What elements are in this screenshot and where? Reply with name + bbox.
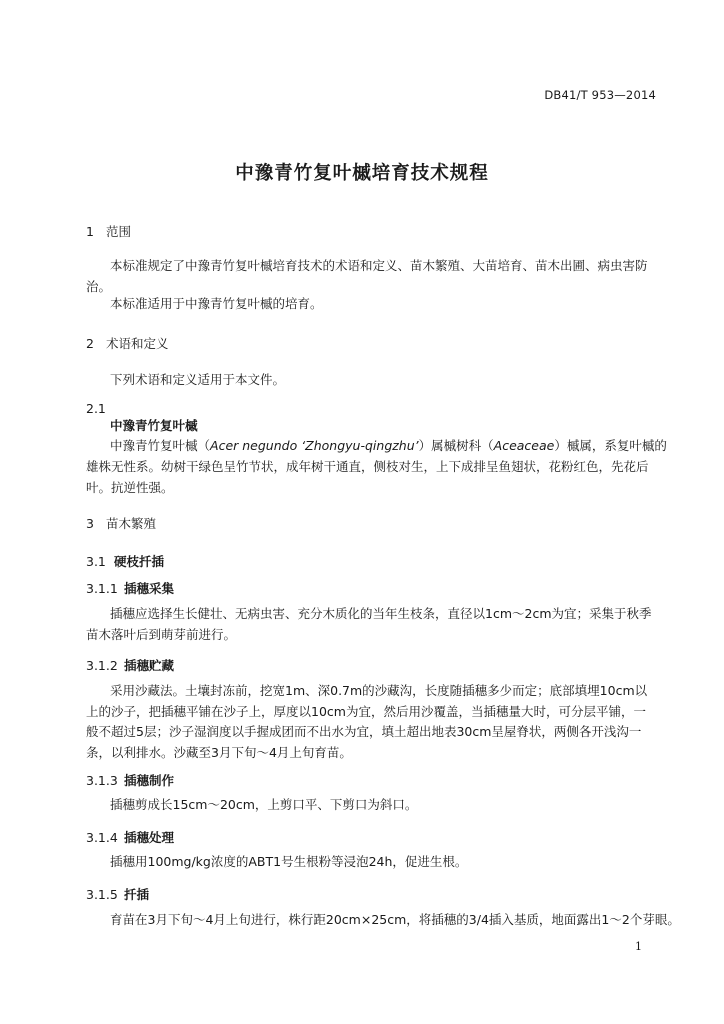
- term-definition-line: 雄株无性系。幼树干绿色呈竹节状，成年树干通直，侧枝对生，上下成排呈鱼翅状，花粉红色，先花后: [86, 459, 649, 474]
- subsection-3-1-1-heading: [86, 579, 174, 597]
- subsection-number: 3.1.4: [86, 830, 118, 845]
- subsection-3-1-heading: [86, 552, 164, 570]
- section-title: 术语和定义: [106, 336, 169, 351]
- subsection-title: 插穗处理: [124, 830, 175, 845]
- latin-name: Acer negundo ‘Zhongyu-qingzhu’: [210, 438, 419, 453]
- page-number: 1: [635, 940, 642, 953]
- definition-text: ）属槭树科（: [418, 438, 494, 453]
- section-title: 苗木繁殖: [106, 516, 157, 531]
- subsection-3-1-3-heading: [86, 771, 174, 789]
- section-number: 1: [86, 224, 94, 239]
- definition-text: 中豫青竹复叶槭（: [110, 438, 211, 453]
- subsection-number: 3.1.3: [86, 773, 118, 788]
- section-2-heading: [86, 334, 169, 352]
- definition-text: ）槭属，系复叶槭的: [554, 438, 667, 453]
- family-name: Aceaceae: [493, 438, 555, 453]
- subsection-number: 3.1.1: [86, 581, 118, 596]
- term-definition-line: [110, 436, 667, 457]
- paragraph: 插穗应选择生长健壮、无病虫害、充分木质化的当年生枝条，直径以1cm～2cm为宜；采集于秋季苗木落叶后到萌芽前进行。: [86, 606, 652, 642]
- subsection-title: 插穗采集: [124, 581, 175, 596]
- subsection-number: 3.1.2: [86, 658, 118, 673]
- section-1-heading: [86, 222, 131, 240]
- subsection-number: 3.1: [86, 554, 106, 569]
- paragraph: 下列术语和定义适用于本文件。: [110, 372, 286, 387]
- standard-code: DB41/T 953—2014: [544, 88, 656, 102]
- subsection-3-1-4-heading: [86, 828, 174, 846]
- paragraph: 本标准规定了中豫青竹复叶槭培育技术的术语和定义、苗木繁殖、大苗培育、苗木出圃、病虫害防治。: [86, 258, 648, 294]
- term-definition-line: 叶。抗逆性强。: [86, 480, 174, 495]
- subsection-title: 插穗贮藏: [124, 658, 175, 673]
- subsection-title: 扦插: [124, 887, 150, 902]
- subsection-title: 插穗制作: [124, 773, 175, 788]
- section-number: 3: [86, 516, 94, 531]
- section-title: 范围: [106, 224, 132, 239]
- paragraph: 采用沙藏法。土壤封冻前，挖宽1m、深0.7m的沙藏沟，长度随插穗多少而定；底部填埋10cm以上的沙子，把插穗平铺在沙子上，厚度以10cm为宜，然后用沙覆盖，当插穗量大时，可分层平铺，一般不超过5层；沙子湿润度以手握成团而不出水为宜，填土超出地表30cm呈屋脊状，两侧各开浅沟一条，以利排水。沙藏至3月下旬～4月上旬育苗。: [86, 683, 648, 760]
- paragraph: 插穗用100mg/kg浓度的ABT1号生根粉等浸泡24h，促进生根。: [110, 854, 468, 869]
- subsection-3-1-5-heading: [86, 885, 149, 903]
- section-number: 2: [86, 336, 94, 351]
- subsection-3-1-2-heading: [86, 656, 174, 674]
- subsection-2-1-number: 2.1: [86, 401, 106, 416]
- paragraph: 育苗在3月下旬～4月上旬进行，株行距20cm×25cm，将插穗的3/4插入基质，地面露出1～2个芽眼。: [110, 912, 680, 927]
- paragraph: 插穗剪成长15cm～20cm，上剪口平、下剪口为斜口。: [110, 797, 418, 812]
- subsection-title: 硬枝扦插: [113, 554, 164, 569]
- subsection-number: 3.1.5: [86, 887, 118, 902]
- term-name: 中豫青竹复叶槭: [110, 418, 198, 433]
- section-3-heading: [86, 514, 156, 532]
- paragraph: 本标准适用于中豫青竹复叶槭的培育。: [110, 296, 323, 311]
- document-title: 中豫青竹复叶槭培育技术规程: [235, 163, 489, 184]
